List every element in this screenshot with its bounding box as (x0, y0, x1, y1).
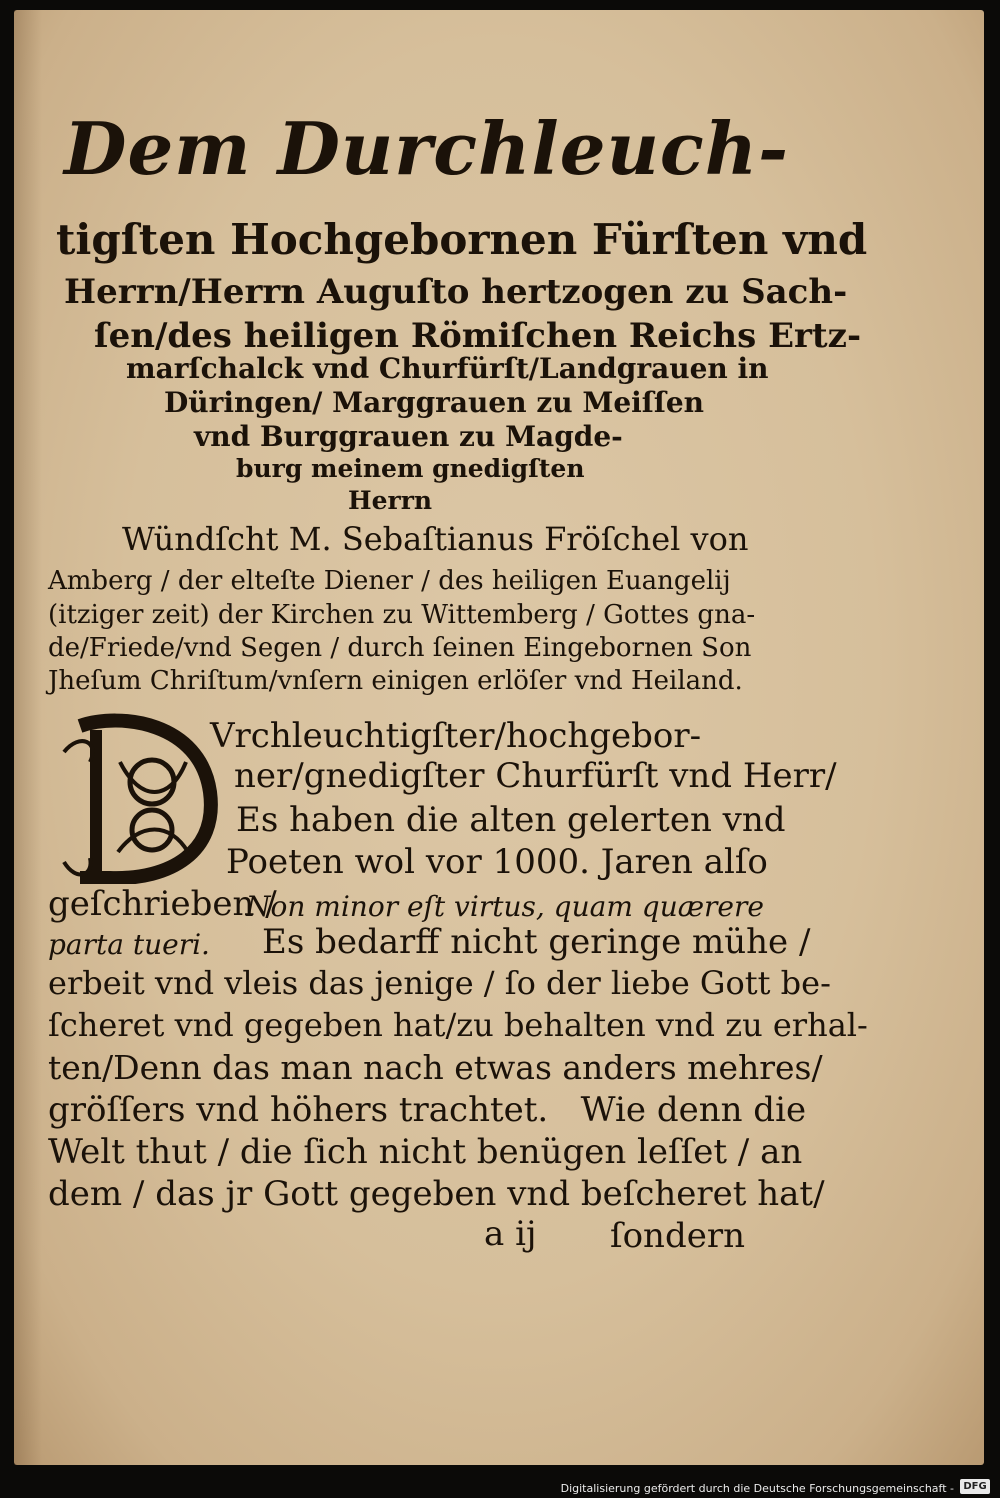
page-gutter-shadow (14, 10, 42, 1465)
greeting-line-1: Wündſcht M. Sebaſtianus Fröſchel von (122, 520, 749, 558)
heading-line-9: Herrn (348, 486, 433, 515)
body-line-8: ſcheret vnd gegeben hat/zu behalten vnd zu erhal- (48, 1006, 868, 1044)
body-line-10: gröſſers vnd höhers trachtet. Wie denn die (48, 1090, 807, 1130)
signature-mark: a ij (484, 1214, 537, 1254)
body-line-6b: Es bedarff nicht geringe mühe / (262, 922, 811, 962)
body-line-9: ten/Denn das man nach etwas anders mehres/ (48, 1048, 823, 1087)
body-line-12: dem / das jr Gott gegeben vnd beſcheret hat/ (48, 1174, 825, 1214)
heading-line-5: marſchalck vnd Churfürſt/Landgrauen in (126, 352, 769, 385)
heading-line-4: ſen/des heiligen Römiſchen Reichs Ertz- (94, 316, 862, 356)
greeting-line-3: (itziger zeit) der Kirchen zu Wittemberg / Gottes gna- (48, 600, 756, 630)
heading-line-6: Düringen/ Marggrauen zu Meiſſen (164, 386, 705, 419)
heading-line-2: tigſten Hochgebornen Fürſten vnd (56, 215, 868, 264)
body-line-5b-latin: Non minor eſt virtus, quam quærere (246, 890, 764, 923)
body-line-11: Welt thut / die ſich nicht benügen leſſet / an (48, 1132, 803, 1172)
greeting-line-5: Jheſum Chriſtum/vnſern einigen erlöſer vnd Heiland. (48, 666, 743, 696)
body-line-4: Poeten wol vor 1000. Jaren alſo (226, 842, 768, 882)
body-line-3: Es haben die alten gelerten vnd (236, 800, 786, 840)
heading-line-8: burg meinem gnedigſten (236, 454, 585, 483)
greeting-line-4: de/Friede/vnd Segen / durch ſeinen Eingebornen Son (48, 633, 752, 663)
book-page (14, 10, 984, 1465)
body-line-6a-latin: parta tueri. (48, 928, 210, 961)
footer-credit: Digitalisierung gefördert durch die Deutsche Forschungsgemeinschaft - (560, 1482, 954, 1495)
body-line-5a: geſchrieben / (48, 884, 277, 924)
dfg-logo: DFG (960, 1479, 990, 1494)
body-line-2: ner/gnedigſter Churfürſt vnd Herr/ (234, 756, 837, 796)
decorated-initial-d (60, 712, 222, 884)
heading-line-3: Herrn/Herrn Auguſto hertzogen zu Sach- (64, 272, 848, 312)
catchword: ſondern (610, 1216, 745, 1256)
body-line-7: erbeit vnd vleis das jenige / ſo der liebe Gott be- (48, 964, 831, 1002)
heading-line-1: Dem Durchleuch- (64, 106, 789, 191)
greeting-line-2: Amberg / der elteſte Diener / des heiligen Euangelij (48, 566, 731, 596)
body-line-1: Vrchleuchtigſter/hochgebor- (210, 716, 702, 756)
heading-line-7: vnd Burggrauen zu Magde- (194, 420, 623, 453)
